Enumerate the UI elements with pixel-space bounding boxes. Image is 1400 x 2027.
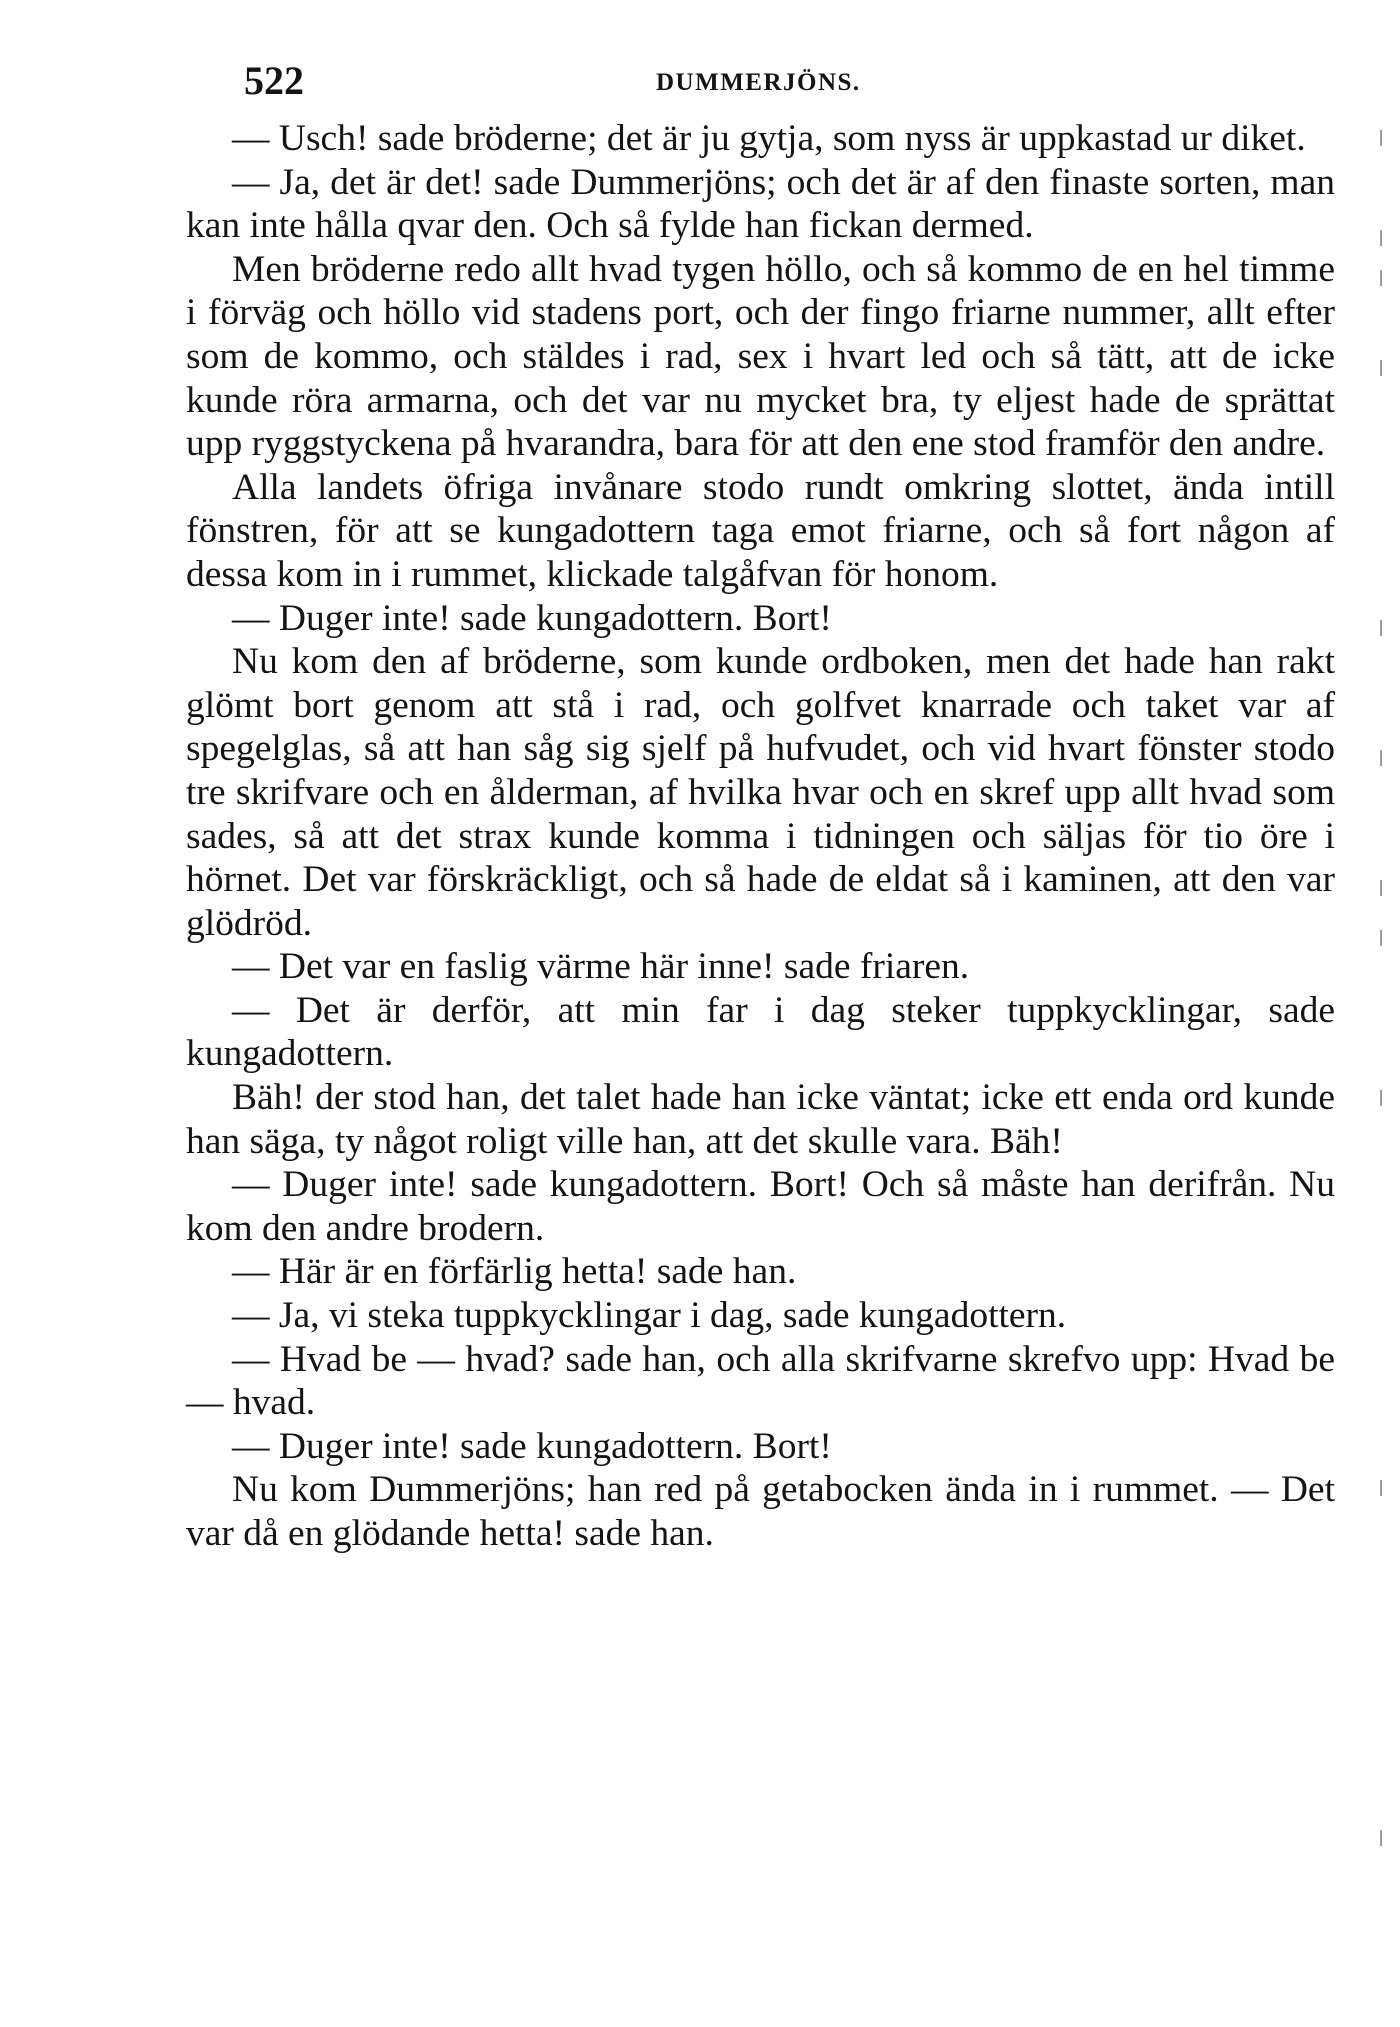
paragraph-13: — Hvad be — hvad? sade han, och alla skrifvarne skrefvo upp: Hvad be — hvad. xyxy=(186,1338,1335,1424)
margin-mark xyxy=(1380,130,1382,146)
margin-mark xyxy=(1380,1830,1382,1846)
paragraph-6: Nu kom den af bröderne, som kunde ordboken, men det hade han rakt glömt bort genom att stå i rad, och golfvet knarrade och taket var af spegelglas, så att han såg sig sjelf på hufvudet, och vid hvart fönster stodo tre skrifvare och en ålderman, af hvilka hvar och en skref upp allt hvad som sades, så att det strax kunde komma i tidningen och säljas för tio öre i hörnet. Det var förskräckligt, och så hade de eldat så i kaminen, att den var glödröd. xyxy=(186,641,1335,944)
paragraph-12: — Ja, vi steka tuppkycklingar i dag, sade kungadottern. xyxy=(232,1295,1067,1337)
page-number: 522 xyxy=(244,58,304,103)
paragraph-8: — Det är derför, att min far i dag steker tuppkycklingar, sade kungadottern. xyxy=(186,989,1335,1075)
margin-mark xyxy=(1380,880,1382,896)
margin-mark xyxy=(1380,1480,1382,1496)
margin-mark xyxy=(1380,230,1382,246)
margin-mark xyxy=(1380,270,1382,286)
paragraph-14: — Duger inte! sade kungadottern. Bort! xyxy=(232,1425,832,1467)
paragraph-2: — Ja, det är det! sade Dummerjöns; och det är af den finaste sorten, man kan inte hålla qvar den. Och så fylde han fickan dermed. xyxy=(186,161,1335,247)
paragraph-11: — Här är en förfärlig hetta! sade han. xyxy=(232,1251,797,1293)
scan-margin-marks xyxy=(1380,130,1384,1980)
paragraph-15: Nu kom Dummerjöns; han red på getabocken ända in i rummet. — Det var då en glödande hetta! sade han. xyxy=(186,1469,1335,1554)
margin-mark xyxy=(1380,930,1382,946)
paragraph-4: Alla landets öfriga invånare stodo rundt omkring slottet, ända intill fönstren, för att se kungadottern taga emot friarne, och så fort någon af dessa kom in i rummet, klickade talgåfvan för honom. xyxy=(186,466,1335,595)
paragraph-5: — Duger inte! sade kungadottern. Bort! xyxy=(232,597,832,639)
paragraph-9: Bäh! der stod han, det talet hade han icke väntat; icke ett enda ord kunde han säga, ty något roligt ville han, att det skulle vara. Bäh! xyxy=(186,1077,1335,1162)
body-text xyxy=(186,117,1335,1556)
paragraph-3: Men bröderne redo allt hvad tygen höllo, och så kommo de en hel timme i förväg och höllo vid stadens port, och der fingo friarne nummer, allt efter som de kommo, och stäldes i rad, sex i hvart led och så tätt, att de icke kunde röra armarna, och det var nu mycket bra, ty eljest hade de sprättat upp ryggstyckena på hvarandra, bara för att den ene stod framför den andre. xyxy=(186,248,1335,465)
paragraph-7: — Det var en faslig värme här inne! sade friaren. xyxy=(232,946,970,988)
margin-mark xyxy=(1380,750,1382,766)
paragraph-10: — Duger inte! sade kungadottern. Bort! Och så måste han derifrån. Nu kom den andre brodern. xyxy=(186,1164,1335,1249)
margin-mark xyxy=(1380,620,1382,636)
margin-mark xyxy=(1380,360,1382,376)
running-head xyxy=(186,58,1336,118)
paragraph-1: — Usch! sade bröderne; det är ju gytja, som nyss är uppkastad ur diket. xyxy=(232,118,1306,159)
margin-mark xyxy=(1380,1090,1382,1106)
running-title: DUMMERJÖNS. xyxy=(656,69,861,96)
